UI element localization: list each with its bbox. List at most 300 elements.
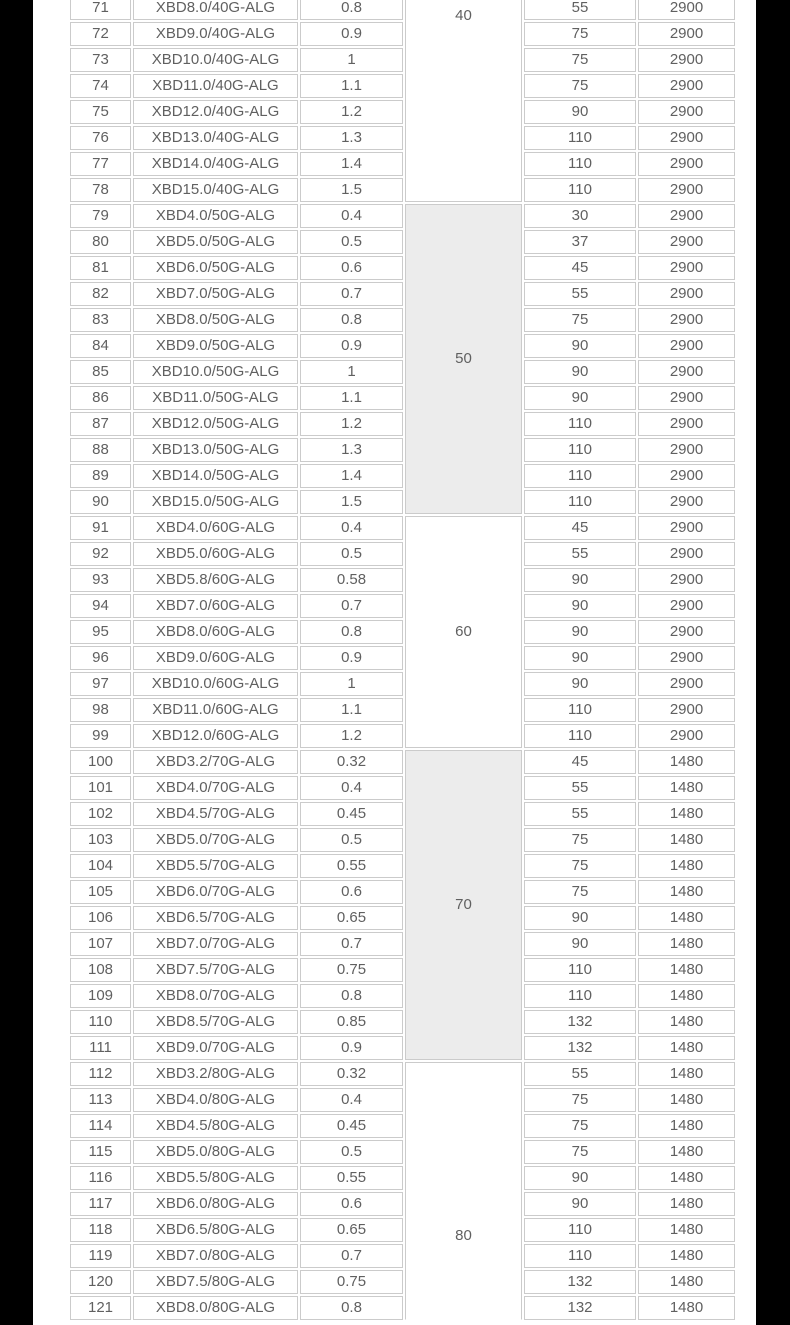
power-cell: 55 xyxy=(524,0,636,20)
model-cell: XBD14.0/50G-ALG xyxy=(133,464,298,488)
speed-cell: 1480 xyxy=(638,1244,735,1268)
speed-cell: 1480 xyxy=(638,1270,735,1294)
table-row xyxy=(70,750,735,774)
model-cell: XBD8.0/50G-ALG xyxy=(133,308,298,332)
row-number-cell: 111 xyxy=(70,1036,131,1060)
flow-group-cell: 80 xyxy=(405,1062,522,1320)
row-number-cell: 113 xyxy=(70,1088,131,1112)
pressure-cell: 0.6 xyxy=(300,256,403,280)
model-cell: XBD7.0/70G-ALG xyxy=(133,932,298,956)
speed-cell: 2900 xyxy=(638,542,735,566)
pressure-cell: 1.1 xyxy=(300,74,403,98)
speed-cell: 2900 xyxy=(638,724,735,748)
table-row xyxy=(70,308,735,332)
power-cell: 75 xyxy=(524,1140,636,1164)
model-cell: XBD13.0/50G-ALG xyxy=(133,438,298,462)
row-number-cell: 121 xyxy=(70,1296,131,1320)
table-row xyxy=(70,360,735,384)
row-number-cell: 87 xyxy=(70,412,131,436)
power-cell: 75 xyxy=(524,48,636,72)
speed-cell: 2900 xyxy=(638,22,735,46)
speed-cell: 1480 xyxy=(638,958,735,982)
power-cell: 75 xyxy=(524,308,636,332)
pressure-cell: 0.8 xyxy=(300,308,403,332)
pressure-cell: 0.75 xyxy=(300,958,403,982)
table-row xyxy=(70,464,735,488)
model-cell: XBD3.2/70G-ALG xyxy=(133,750,298,774)
page-right-black-margin xyxy=(756,0,790,1325)
model-cell: XBD7.5/80G-ALG xyxy=(133,1270,298,1294)
row-number-cell: 101 xyxy=(70,776,131,800)
model-cell: XBD8.0/80G-ALG xyxy=(133,1296,298,1320)
pump-spec-table xyxy=(68,0,737,1322)
speed-cell: 2900 xyxy=(638,100,735,124)
row-number-cell: 88 xyxy=(70,438,131,462)
power-cell: 110 xyxy=(524,412,636,436)
power-cell: 30 xyxy=(524,204,636,228)
pressure-cell: 1 xyxy=(300,360,403,384)
model-cell: XBD7.0/80G-ALG xyxy=(133,1244,298,1268)
speed-cell: 1480 xyxy=(638,1114,735,1138)
table-row xyxy=(70,620,735,644)
pressure-cell: 0.45 xyxy=(300,802,403,826)
pressure-cell: 1.4 xyxy=(300,152,403,176)
pressure-cell: 0.6 xyxy=(300,1192,403,1216)
row-number-cell: 107 xyxy=(70,932,131,956)
table-row xyxy=(70,152,735,176)
pressure-cell: 1.1 xyxy=(300,386,403,410)
row-number-cell: 104 xyxy=(70,854,131,878)
power-cell: 110 xyxy=(524,1244,636,1268)
power-cell: 55 xyxy=(524,776,636,800)
pressure-cell: 0.32 xyxy=(300,1062,403,1086)
speed-cell: 1480 xyxy=(638,1140,735,1164)
model-cell: XBD6.0/80G-ALG xyxy=(133,1192,298,1216)
pressure-cell: 1.5 xyxy=(300,490,403,514)
model-cell: XBD4.0/70G-ALG xyxy=(133,776,298,800)
row-number-cell: 103 xyxy=(70,828,131,852)
spec-table-viewport xyxy=(33,0,756,1325)
power-cell: 110 xyxy=(524,1218,636,1242)
speed-cell: 2900 xyxy=(638,256,735,280)
power-cell: 110 xyxy=(524,438,636,462)
pressure-cell: 0.8 xyxy=(300,620,403,644)
power-cell: 55 xyxy=(524,802,636,826)
table-row xyxy=(70,854,735,878)
model-cell: XBD12.0/40G-ALG xyxy=(133,100,298,124)
model-cell: XBD9.0/60G-ALG xyxy=(133,646,298,670)
row-number-cell: 115 xyxy=(70,1140,131,1164)
pressure-cell: 0.5 xyxy=(300,542,403,566)
power-cell: 110 xyxy=(524,126,636,150)
power-cell: 90 xyxy=(524,672,636,696)
table-row xyxy=(70,22,735,46)
table-row xyxy=(70,958,735,982)
row-number-cell: 110 xyxy=(70,1010,131,1034)
row-number-cell: 71 xyxy=(70,0,131,20)
power-cell: 45 xyxy=(524,750,636,774)
power-cell: 55 xyxy=(524,282,636,306)
model-cell: XBD6.0/50G-ALG xyxy=(133,256,298,280)
power-cell: 37 xyxy=(524,230,636,254)
table-row xyxy=(70,594,735,618)
speed-cell: 2900 xyxy=(638,230,735,254)
pressure-cell: 0.4 xyxy=(300,1088,403,1112)
model-cell: XBD11.0/40G-ALG xyxy=(133,74,298,98)
speed-cell: 1480 xyxy=(638,750,735,774)
power-cell: 90 xyxy=(524,932,636,956)
model-cell: XBD13.0/40G-ALG xyxy=(133,126,298,150)
pressure-cell: 0.65 xyxy=(300,1218,403,1242)
model-cell: XBD11.0/50G-ALG xyxy=(133,386,298,410)
flow-group-cell: 60 xyxy=(405,516,522,748)
table-row xyxy=(70,828,735,852)
row-number-cell: 75 xyxy=(70,100,131,124)
row-number-cell: 116 xyxy=(70,1166,131,1190)
table-row xyxy=(70,932,735,956)
speed-cell: 2900 xyxy=(638,308,735,332)
model-cell: XBD7.0/50G-ALG xyxy=(133,282,298,306)
row-number-cell: 85 xyxy=(70,360,131,384)
page-left-black-margin xyxy=(0,0,33,1325)
flow-group-cell: 50 xyxy=(405,204,522,514)
row-number-cell: 72 xyxy=(70,22,131,46)
row-number-cell: 74 xyxy=(70,74,131,98)
table-row xyxy=(70,0,735,20)
row-number-cell: 76 xyxy=(70,126,131,150)
power-cell: 90 xyxy=(524,594,636,618)
power-cell: 132 xyxy=(524,1296,636,1320)
speed-cell: 1480 xyxy=(638,1062,735,1086)
pressure-cell: 0.4 xyxy=(300,204,403,228)
power-cell: 132 xyxy=(524,1036,636,1060)
model-cell: XBD8.0/40G-ALG xyxy=(133,0,298,20)
pressure-cell: 0.7 xyxy=(300,594,403,618)
row-number-cell: 94 xyxy=(70,594,131,618)
row-number-cell: 117 xyxy=(70,1192,131,1216)
pressure-cell: 0.4 xyxy=(300,516,403,540)
power-cell: 55 xyxy=(524,542,636,566)
table-row xyxy=(70,1192,735,1216)
power-cell: 90 xyxy=(524,334,636,358)
pressure-cell: 0.6 xyxy=(300,880,403,904)
table-row xyxy=(70,48,735,72)
model-cell: XBD4.0/80G-ALG xyxy=(133,1088,298,1112)
table-row xyxy=(70,1088,735,1112)
model-cell: XBD9.0/70G-ALG xyxy=(133,1036,298,1060)
row-number-cell: 79 xyxy=(70,204,131,228)
table-row xyxy=(70,126,735,150)
speed-cell: 1480 xyxy=(638,984,735,1008)
speed-cell: 2900 xyxy=(638,0,735,20)
table-row xyxy=(70,74,735,98)
table-row xyxy=(70,1244,735,1268)
pressure-cell: 1.3 xyxy=(300,438,403,462)
model-cell: XBD10.0/40G-ALG xyxy=(133,48,298,72)
speed-cell: 1480 xyxy=(638,1296,735,1320)
row-number-cell: 92 xyxy=(70,542,131,566)
power-cell: 110 xyxy=(524,698,636,722)
power-cell: 110 xyxy=(524,178,636,202)
pressure-cell: 0.9 xyxy=(300,646,403,670)
power-cell: 45 xyxy=(524,516,636,540)
row-number-cell: 96 xyxy=(70,646,131,670)
power-cell: 110 xyxy=(524,724,636,748)
speed-cell: 2900 xyxy=(638,334,735,358)
model-cell: XBD8.5/70G-ALG xyxy=(133,1010,298,1034)
row-number-cell: 102 xyxy=(70,802,131,826)
row-number-cell: 112 xyxy=(70,1062,131,1086)
speed-cell: 1480 xyxy=(638,932,735,956)
model-cell: XBD5.0/80G-ALG xyxy=(133,1140,298,1164)
speed-cell: 2900 xyxy=(638,568,735,592)
pressure-cell: 0.5 xyxy=(300,828,403,852)
pressure-cell: 0.55 xyxy=(300,1166,403,1190)
row-number-cell: 81 xyxy=(70,256,131,280)
flow-group-cell: 70 xyxy=(405,750,522,1060)
model-cell: XBD9.0/50G-ALG xyxy=(133,334,298,358)
speed-cell: 1480 xyxy=(638,1036,735,1060)
speed-cell: 2900 xyxy=(638,646,735,670)
row-number-cell: 106 xyxy=(70,906,131,930)
model-cell: XBD4.0/50G-ALG xyxy=(133,204,298,228)
power-cell: 90 xyxy=(524,1192,636,1216)
power-cell: 90 xyxy=(524,646,636,670)
model-cell: XBD6.5/70G-ALG xyxy=(133,906,298,930)
row-number-cell: 82 xyxy=(70,282,131,306)
model-cell: XBD14.0/40G-ALG xyxy=(133,152,298,176)
speed-cell: 2900 xyxy=(638,386,735,410)
row-number-cell: 95 xyxy=(70,620,131,644)
table-row xyxy=(70,568,735,592)
speed-cell: 1480 xyxy=(638,802,735,826)
pressure-cell: 0.7 xyxy=(300,932,403,956)
row-number-cell: 97 xyxy=(70,672,131,696)
row-number-cell: 80 xyxy=(70,230,131,254)
pressure-cell: 0.9 xyxy=(300,22,403,46)
pressure-cell: 1.5 xyxy=(300,178,403,202)
pressure-cell: 1.2 xyxy=(300,724,403,748)
pressure-cell: 1.2 xyxy=(300,412,403,436)
table-row xyxy=(70,1036,735,1060)
power-cell: 90 xyxy=(524,906,636,930)
model-cell: XBD10.0/50G-ALG xyxy=(133,360,298,384)
speed-cell: 2900 xyxy=(638,48,735,72)
power-cell: 75 xyxy=(524,854,636,878)
row-number-cell: 73 xyxy=(70,48,131,72)
row-number-cell: 84 xyxy=(70,334,131,358)
power-cell: 90 xyxy=(524,568,636,592)
pressure-cell: 0.5 xyxy=(300,230,403,254)
pressure-cell: 0.4 xyxy=(300,776,403,800)
speed-cell: 2900 xyxy=(638,594,735,618)
speed-cell: 1480 xyxy=(638,906,735,930)
speed-cell: 2900 xyxy=(638,178,735,202)
table-row xyxy=(70,1114,735,1138)
table-row xyxy=(70,100,735,124)
table-row xyxy=(70,906,735,930)
model-cell: XBD8.0/70G-ALG xyxy=(133,984,298,1008)
pressure-cell: 1 xyxy=(300,672,403,696)
pressure-cell: 0.75 xyxy=(300,1270,403,1294)
row-number-cell: 120 xyxy=(70,1270,131,1294)
model-cell: XBD12.0/60G-ALG xyxy=(133,724,298,748)
table-row xyxy=(70,1218,735,1242)
table-row xyxy=(70,490,735,514)
power-cell: 75 xyxy=(524,22,636,46)
row-number-cell: 119 xyxy=(70,1244,131,1268)
speed-cell: 2900 xyxy=(638,204,735,228)
row-number-cell: 109 xyxy=(70,984,131,1008)
table-row xyxy=(70,178,735,202)
power-cell: 75 xyxy=(524,1114,636,1138)
pressure-cell: 0.8 xyxy=(300,1296,403,1320)
power-cell: 90 xyxy=(524,620,636,644)
pressure-cell: 0.32 xyxy=(300,750,403,774)
table-row xyxy=(70,334,735,358)
power-cell: 90 xyxy=(524,100,636,124)
model-cell: XBD7.0/60G-ALG xyxy=(133,594,298,618)
row-number-cell: 86 xyxy=(70,386,131,410)
speed-cell: 1480 xyxy=(638,776,735,800)
table-row xyxy=(70,542,735,566)
power-cell: 45 xyxy=(524,256,636,280)
table-row xyxy=(70,1062,735,1086)
pressure-cell: 0.9 xyxy=(300,334,403,358)
speed-cell: 2900 xyxy=(638,360,735,384)
model-cell: XBD4.0/60G-ALG xyxy=(133,516,298,540)
row-number-cell: 100 xyxy=(70,750,131,774)
pressure-cell: 0.58 xyxy=(300,568,403,592)
table-row xyxy=(70,1296,735,1320)
pressure-cell: 0.5 xyxy=(300,1140,403,1164)
row-number-cell: 83 xyxy=(70,308,131,332)
table-row xyxy=(70,646,735,670)
table-row xyxy=(70,776,735,800)
pressure-cell: 0.7 xyxy=(300,282,403,306)
table-row xyxy=(70,802,735,826)
speed-cell: 2900 xyxy=(638,438,735,462)
power-cell: 75 xyxy=(524,828,636,852)
speed-cell: 1480 xyxy=(638,1088,735,1112)
model-cell: XBD5.5/70G-ALG xyxy=(133,854,298,878)
table-row xyxy=(70,1270,735,1294)
pressure-cell: 0.8 xyxy=(300,984,403,1008)
power-cell: 132 xyxy=(524,1270,636,1294)
table-row xyxy=(70,1166,735,1190)
table-row xyxy=(70,412,735,436)
pressure-cell: 0.65 xyxy=(300,906,403,930)
pressure-cell: 1.3 xyxy=(300,126,403,150)
pressure-cell: 0.9 xyxy=(300,1036,403,1060)
table-row xyxy=(70,724,735,748)
model-cell: XBD4.5/80G-ALG xyxy=(133,1114,298,1138)
model-cell: XBD7.5/70G-ALG xyxy=(133,958,298,982)
speed-cell: 1480 xyxy=(638,1010,735,1034)
row-number-cell: 108 xyxy=(70,958,131,982)
pressure-cell: 0.55 xyxy=(300,854,403,878)
table-row xyxy=(70,230,735,254)
speed-cell: 1480 xyxy=(638,1166,735,1190)
pressure-cell: 1.1 xyxy=(300,698,403,722)
row-number-cell: 77 xyxy=(70,152,131,176)
speed-cell: 2900 xyxy=(638,698,735,722)
power-cell: 90 xyxy=(524,360,636,384)
speed-cell: 2900 xyxy=(638,152,735,176)
row-number-cell: 98 xyxy=(70,698,131,722)
model-cell: XBD10.0/60G-ALG xyxy=(133,672,298,696)
speed-cell: 1480 xyxy=(638,1218,735,1242)
speed-cell: 2900 xyxy=(638,620,735,644)
model-cell: XBD9.0/40G-ALG xyxy=(133,22,298,46)
model-cell: XBD5.0/50G-ALG xyxy=(133,230,298,254)
model-cell: XBD11.0/60G-ALG xyxy=(133,698,298,722)
speed-cell: 2900 xyxy=(638,412,735,436)
table-row xyxy=(70,282,735,306)
power-cell: 110 xyxy=(524,958,636,982)
model-cell: XBD5.8/60G-ALG xyxy=(133,568,298,592)
table-row xyxy=(70,984,735,1008)
speed-cell: 2900 xyxy=(638,74,735,98)
row-number-cell: 105 xyxy=(70,880,131,904)
pressure-cell: 1.2 xyxy=(300,100,403,124)
row-number-cell: 114 xyxy=(70,1114,131,1138)
power-cell: 110 xyxy=(524,464,636,488)
power-cell: 90 xyxy=(524,386,636,410)
table-row xyxy=(70,516,735,540)
row-number-cell: 89 xyxy=(70,464,131,488)
model-cell: XBD6.5/80G-ALG xyxy=(133,1218,298,1242)
power-cell: 75 xyxy=(524,74,636,98)
table-row xyxy=(70,880,735,904)
table-row xyxy=(70,256,735,280)
power-cell: 110 xyxy=(524,984,636,1008)
model-cell: XBD4.5/70G-ALG xyxy=(133,802,298,826)
row-number-cell: 99 xyxy=(70,724,131,748)
model-cell: XBD6.0/70G-ALG xyxy=(133,880,298,904)
model-cell: XBD5.0/70G-ALG xyxy=(133,828,298,852)
power-cell: 75 xyxy=(524,1088,636,1112)
model-cell: XBD15.0/40G-ALG xyxy=(133,178,298,202)
table-row xyxy=(70,1140,735,1164)
row-number-cell: 93 xyxy=(70,568,131,592)
table-row xyxy=(70,698,735,722)
flow-group-cell: 40 xyxy=(405,0,522,202)
pressure-cell: 0.8 xyxy=(300,0,403,20)
table-row xyxy=(70,438,735,462)
model-cell: XBD15.0/50G-ALG xyxy=(133,490,298,514)
pressure-cell: 0.45 xyxy=(300,1114,403,1138)
pressure-cell: 1 xyxy=(300,48,403,72)
pressure-cell: 1.4 xyxy=(300,464,403,488)
model-cell: XBD3.2/80G-ALG xyxy=(133,1062,298,1086)
speed-cell: 1480 xyxy=(638,828,735,852)
row-number-cell: 90 xyxy=(70,490,131,514)
table-row xyxy=(70,386,735,410)
power-cell: 90 xyxy=(524,1166,636,1190)
speed-cell: 2900 xyxy=(638,464,735,488)
power-cell: 55 xyxy=(524,1062,636,1086)
power-cell: 132 xyxy=(524,1010,636,1034)
power-cell: 110 xyxy=(524,152,636,176)
pressure-cell: 0.7 xyxy=(300,1244,403,1268)
model-cell: XBD5.0/60G-ALG xyxy=(133,542,298,566)
row-number-cell: 118 xyxy=(70,1218,131,1242)
speed-cell: 1480 xyxy=(638,854,735,878)
power-cell: 75 xyxy=(524,880,636,904)
model-cell: XBD5.5/80G-ALG xyxy=(133,1166,298,1190)
speed-cell: 1480 xyxy=(638,880,735,904)
